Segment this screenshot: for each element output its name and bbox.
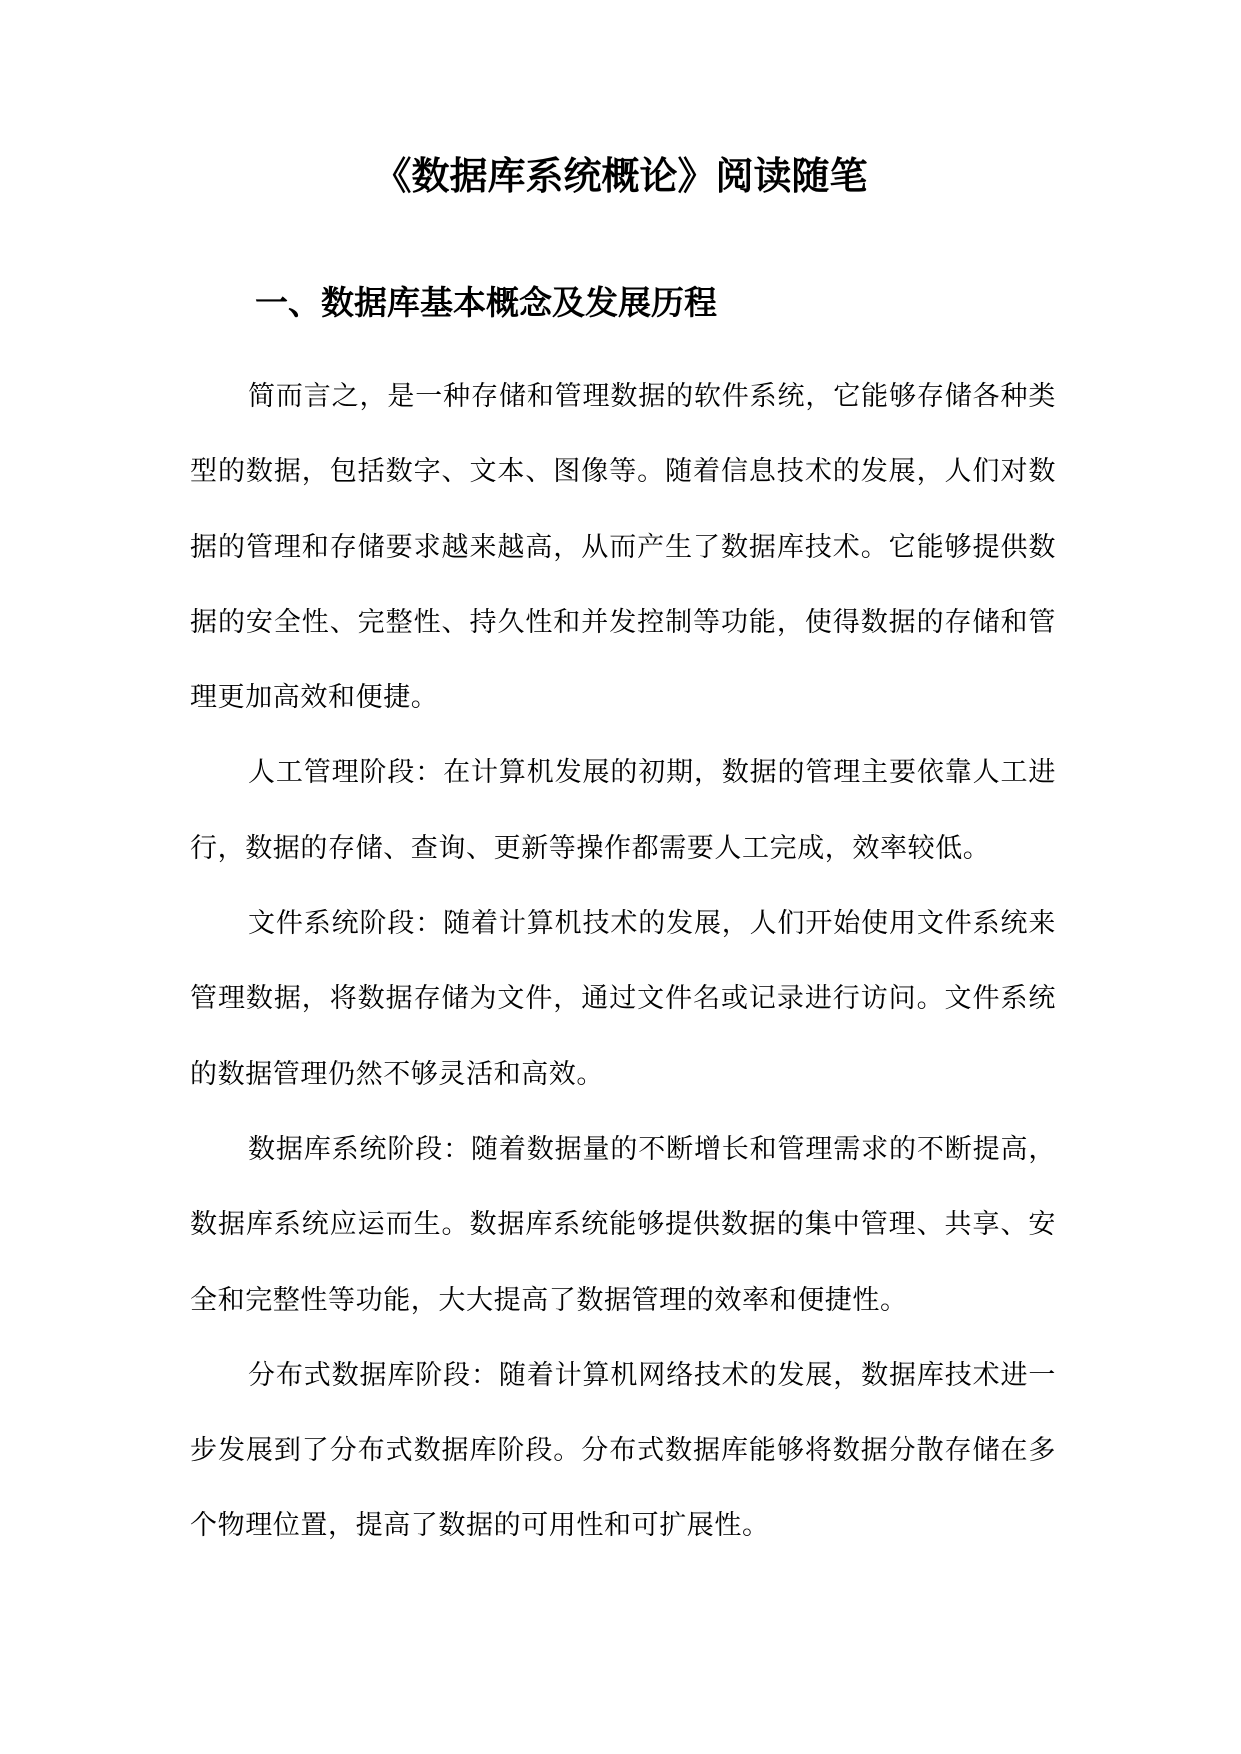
paragraph-distributed-stage: 分布式数据库阶段：随着计算机网络技术的发展，数据库技术进一步发展到了分布式数据库阶段。分布式数据库能够将数据分散存储在多个物理位置，提高了数据的可用性和可扩展性。 [190,1359,1056,1542]
paragraph-intro: 简而言之，是一种存储和管理数据的软件系统，它能够存储各种类型的数据，包括数字、文本、图像等。随着信息技术的发展，人们对数据的管理和存储要求越来越高，从而产生了数据库技术。它能够提供数据的安全性、完整性、持久性和并发控制等功能，使得数据的存储和管理更加高效和便捷。 [190,381,1056,714]
body-text [190,359,1056,1564]
paragraph-file-system-stage: 文件系统阶段：随着计算机技术的发展，人们开始使用文件系统来管理数据，将数据存储为文件，通过文件名或记录进行访问。文件系统的数据管理仍然不够灵活和高效。 [190,908,1056,1090]
paragraph-manual-stage: 人工管理阶段：在计算机发展的初期，数据的管理主要依靠人工进行，数据的存储、查询、更新等操作都需要人工完成，效率较低。 [190,757,1056,864]
paragraph-database-system-stage: 数据库系统阶段：随着数据量的不断增长和管理需求的不断提高，数据库系统应运而生。数据库系统能够提供数据的集中管理、共享、安全和完整性等功能，大大提高了数据管理的效率和便捷性。 [190,1133,1056,1316]
document-title: 《数据库系统概论》阅读随笔 [373,153,868,198]
section-heading: 一、数据库基本概念及发展历程 [255,283,717,322]
